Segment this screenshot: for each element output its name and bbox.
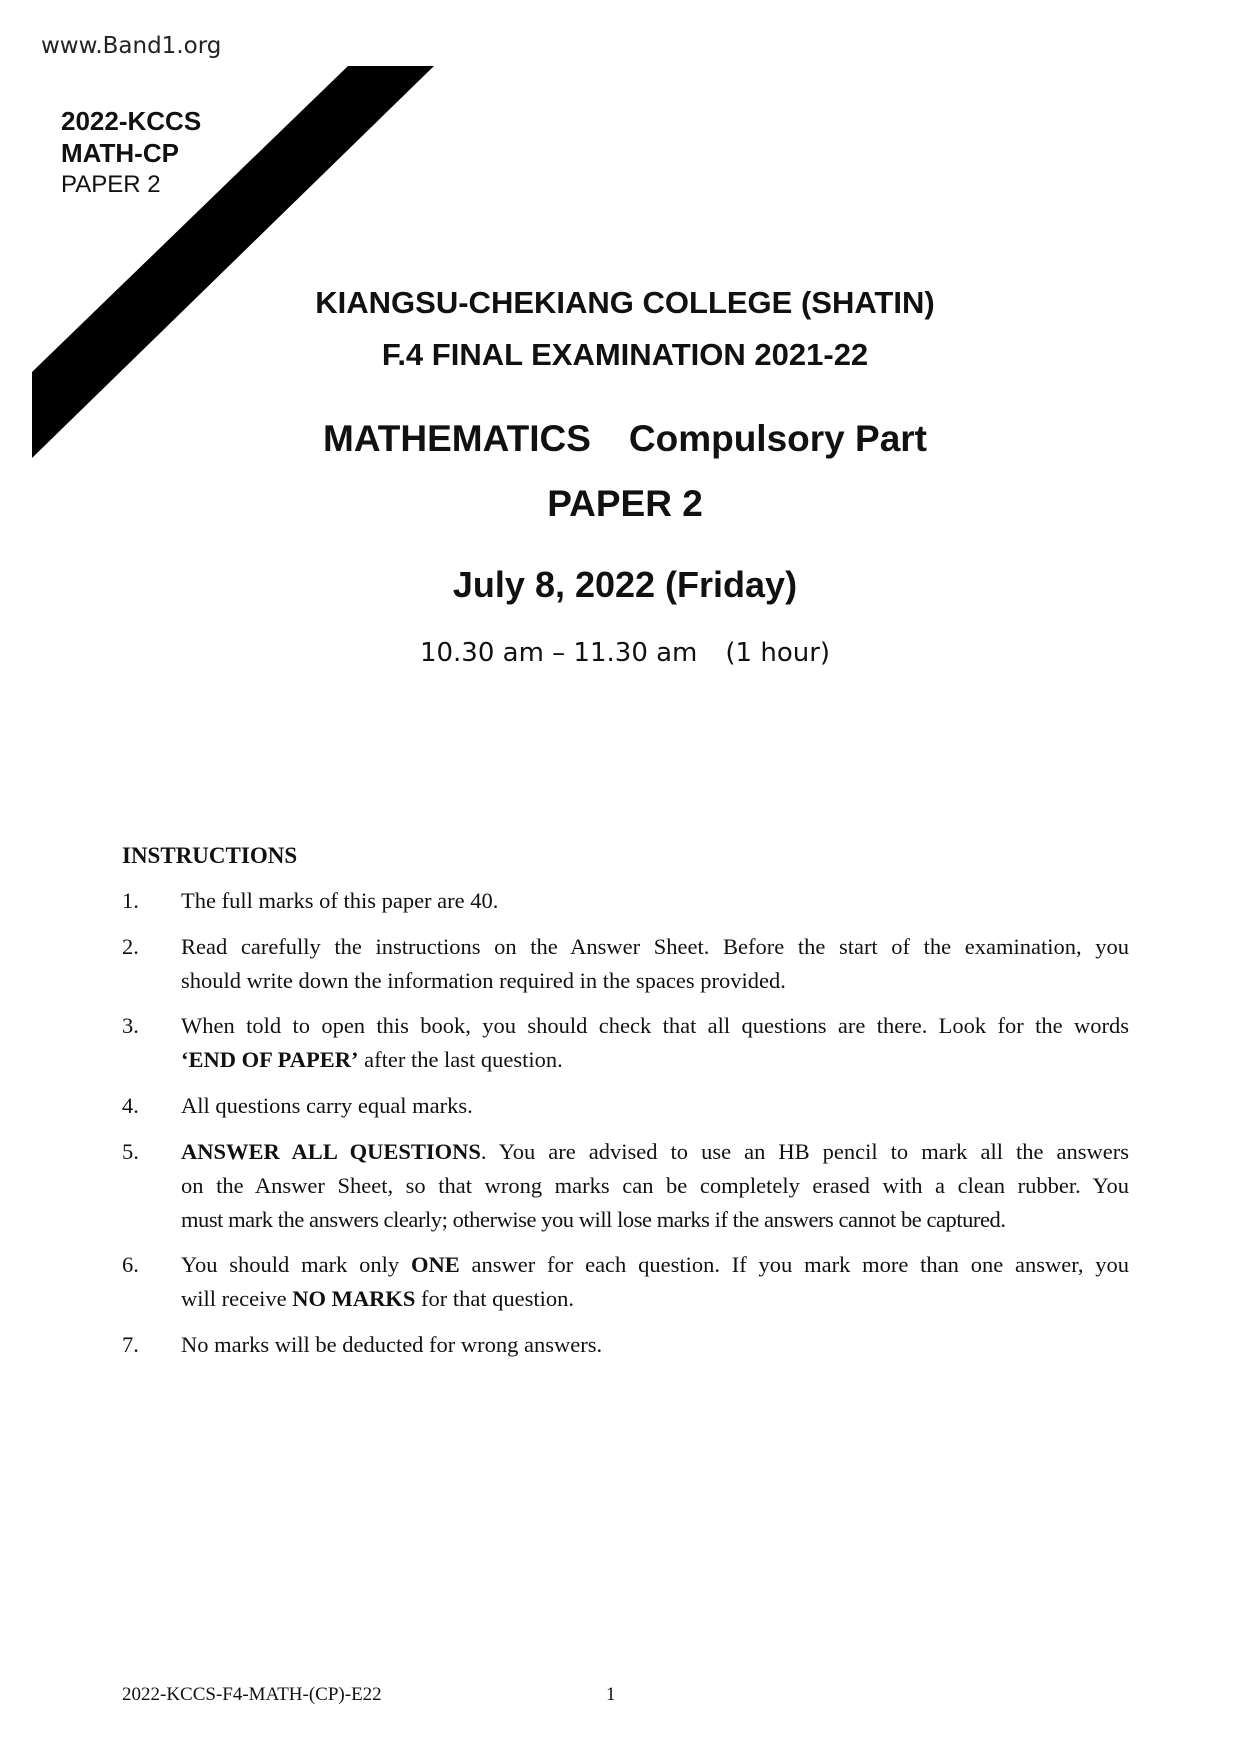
watermark-url: www.Band1.org bbox=[41, 33, 222, 59]
time-range: 10.30 am – 11.30 am bbox=[419, 638, 698, 668]
exam-name: F.4 FINAL EXAMINATION 2021-22 bbox=[381, 337, 869, 372]
page-number: 1 bbox=[606, 1684, 616, 1705]
footer-code: 2022-KCCS-F4-MATH-(CP)-E22 bbox=[122, 1684, 382, 1705]
instructions-title: INSTRUCTIONS bbox=[122, 843, 298, 868]
exam-date: July 8, 2022 (Friday) bbox=[452, 564, 798, 605]
corner-stripe bbox=[0, 0, 460, 480]
paper-number: PAPER 2 bbox=[547, 483, 703, 524]
subject-part: Compulsory Part bbox=[628, 418, 927, 459]
duration: (1 hour) bbox=[725, 638, 831, 668]
paper-code-3: PAPER 2 bbox=[61, 171, 161, 198]
subject-title bbox=[0, 418, 1240, 460]
school-name: KIANGSU-CHEKIANG COLLEGE (SHATIN) bbox=[315, 285, 935, 320]
exam-time bbox=[0, 638, 1240, 668]
paper-code-1: 2022-KCCS bbox=[61, 106, 202, 136]
paper-code-2: MATH-CP bbox=[61, 138, 179, 168]
subject: MATHEMATICS bbox=[323, 418, 591, 459]
